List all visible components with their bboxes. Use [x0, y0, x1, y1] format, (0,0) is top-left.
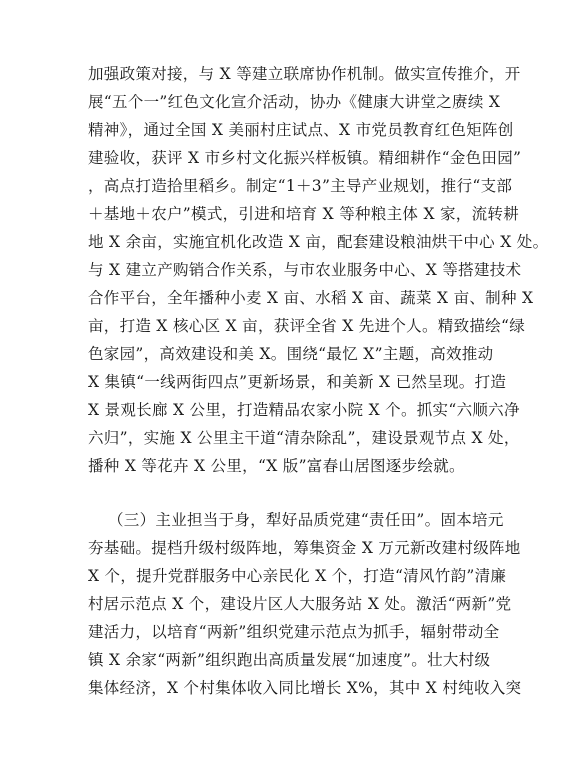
text-line: 夯基础。提档升级村级阵地，筹集资金 X 万元新改建村级阵地 — [88, 539, 521, 557]
text-line: 地 X 余亩，实施宜机化改造 X 亩，配套建设粮油烘干中心 X 处。 — [88, 233, 549, 251]
text-line: 村居示范点 X 个，建设片区人大服务站 X 处。激活“两新”党 — [88, 595, 512, 613]
text-line: ，高点打造拾里稻乡。制定“1＋3”主导产业规划，推行“支部 — [88, 177, 513, 195]
text-line: 亩，打造 X 核心区 X 亩，获评全省 X 先进个人。精致描绘“绿 — [88, 317, 525, 335]
text-line: X 个，提升党群服务中心亲民化 X 个，打造“清风竹韵”清廉 — [88, 567, 507, 585]
text-line: 精神》，通过全国 X 美丽村庄试点、X 市党员教育红色矩阵创 — [88, 121, 514, 139]
text-line: 合作平台，全年播种小麦 X 亩、水稻 X 亩、蔬菜 X 亩、制种 X — [88, 289, 534, 307]
text-line: 建验收，获评 X 市乡村文化振兴样板镇。精细耕作“金色田园” — [88, 149, 522, 167]
text-line: 播种 X 等花卉 X 公里，“X 版”富春山居图逐步绘就。 — [88, 457, 465, 475]
text-line: 集体经济，X 个村集体收入同比增长 X%，其中 X 村纯收入突 — [88, 679, 522, 697]
text-line: 展“五个一”红色文化宣介活动，协办《健康大讲堂之赓续 X — [88, 93, 501, 111]
section-heading-line: （三）主业担当于身，犁好品质党建“责任田”。固本培元 — [108, 511, 504, 529]
text-line: 建活力，以培育“两新”组织党建示范点为抓手，辐射带动全 — [88, 623, 500, 641]
text-line: 六归”，实施 X 公里主干道“清杂除乱”，建设景观节点 X 处， — [88, 429, 520, 447]
text-line: X 集镇“一线两街四点”更新场景，和美新 X 已然呈现。打造 — [88, 373, 507, 391]
text-line: 与 X 建立产购销合作关系，与市农业服务中心、X 等搭建技术 — [88, 261, 522, 279]
text-line: ＋基地＋农户”模式，引进和培育 X 等种粮主体 X 家，流转耕 — [88, 205, 520, 223]
text-line: 色家园”，高效建设和美 X。围绕“最忆 X”主题，高效推动 — [88, 345, 494, 363]
text-line: 加强政策对接，与 X 等建立联席协作机制。做实宣传推介，开 — [88, 65, 521, 83]
text-line: 镇 X 余家“两新”组织跑出高质量发展“加速度”。壮大村级 — [88, 651, 491, 669]
paragraph-1 — [88, 60, 549, 480]
paragraph-2 — [88, 506, 522, 702]
text-line: X 景观长廊 X 公里，打造精品农家小院 X 个。抓实“六顺六净 — [88, 401, 520, 419]
